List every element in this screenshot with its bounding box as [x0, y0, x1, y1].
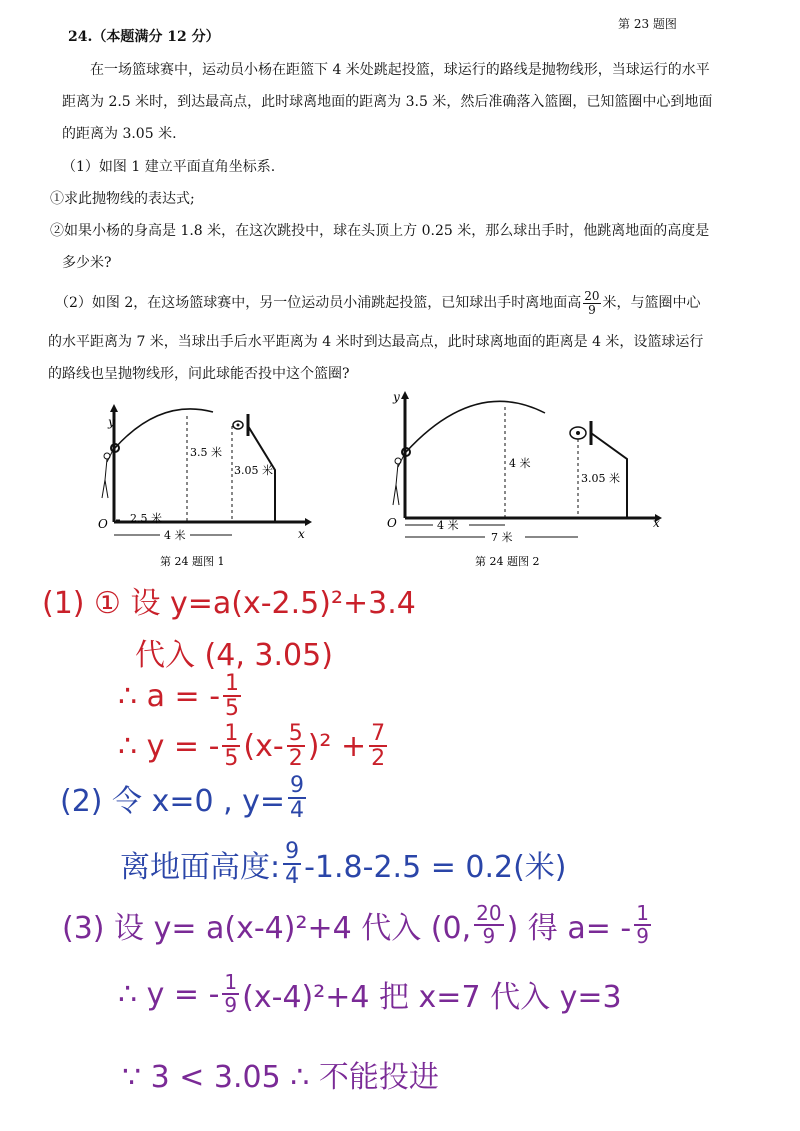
fig2-height-label: 4 米: [509, 457, 531, 470]
question-number: 24.（本题满分 12 分）: [68, 29, 220, 45]
fig2-y-arrow: [401, 391, 409, 399]
fig1-y-arrow: [110, 404, 118, 412]
hw-line-7: [62, 903, 654, 947]
fig2-dist2: 7 米: [491, 531, 513, 544]
fig1-dist2: 4 米: [164, 529, 186, 542]
fig2-origin: O: [387, 516, 397, 530]
hw-line-7-f1-num: 20: [476, 901, 502, 925]
hw-line-4-text-c: )² +: [307, 728, 367, 764]
part1-question-2-line-1: ②如果小杨的身高是 1.8 米，在这次跳投中，球在头顶上方 0.25 米，那么球出手时，他跳离地面的高度是: [50, 223, 710, 239]
part1-question-1: ①求此抛物线的表达式;: [50, 191, 195, 207]
hw-line-4-text-b: (x-: [243, 728, 284, 764]
fig1-hoop-label: 3.05 米: [234, 464, 273, 477]
figure-2: [365, 387, 670, 572]
figure-1: [80, 398, 320, 573]
hw-line-8-fraction: [222, 972, 239, 1016]
fig2-hoop-label: 3.05 米: [581, 472, 620, 485]
part2-line-2: 的水平距离为 7 米，当球出手后水平距离为 4 米时到达最高点，此时球离地面的距离是 4 米，设篮球运行: [48, 334, 704, 350]
hw-line-7-f1-den: 9: [482, 924, 496, 948]
part1-setup: （1）如图 1 建立平面直角坐标系.: [62, 159, 276, 175]
hw-line-6-fraction: [283, 840, 301, 888]
fig1-origin: O: [98, 517, 108, 531]
part2-line-1: [55, 286, 701, 320]
corner-label: 第 23 题图: [618, 17, 677, 31]
hw-line-3-fraction: [223, 672, 241, 720]
hw-line-4-fraction-2: [287, 722, 305, 770]
hw-line-3-den: 5: [225, 696, 240, 722]
fig1-x-label: x: [298, 527, 305, 541]
hw-line-7-fraction-1: [474, 903, 503, 947]
hw-line-1: (1) ① 设 y=a(x-2.5)²+3.4: [42, 586, 416, 621]
fig1-trajectory: [115, 409, 213, 448]
fig1-dist1: 2.5 米: [130, 512, 162, 525]
hw-line-4-f2-num: 5: [288, 721, 303, 746]
fig2-y-label: y: [393, 390, 400, 404]
hw-line-4-f3-num: 7: [371, 721, 386, 746]
hw-line-5: [60, 774, 309, 822]
hw-line-4-f1-den: 5: [224, 746, 239, 772]
hw-line-5-fraction: [288, 774, 306, 822]
fig1-player: [102, 450, 113, 498]
hw-line-4-f3-den: 2: [371, 746, 386, 772]
hw-line-4: [118, 722, 390, 770]
part2-line-1-text-a: （2）如图 2，在这场篮球赛中，另一位运动员小浦跳起投篮，已知球出手时离地面高: [55, 295, 582, 311]
hw-line-5-text: (2) 令 x=0 , y=: [60, 784, 286, 820]
hw-line-2: 代入 (4, 3.05): [135, 638, 333, 673]
hw-line-5-den: 4: [290, 798, 305, 824]
fig1-height-label: 3.5 米: [190, 446, 222, 459]
part2-fraction-numerator: 20: [584, 288, 600, 303]
fig1-x-arrow: [305, 518, 312, 526]
part2-line-1-text-b: 米，与篮圈中心: [602, 295, 701, 311]
hw-line-7-f2-den: 9: [636, 924, 649, 948]
fig2-x-label: x: [653, 516, 660, 530]
part1-question-2-line-2: 多少米?: [62, 255, 112, 271]
hw-line-8: [118, 972, 622, 1016]
hw-line-3: [118, 672, 244, 720]
hw-line-4-fraction-1: [222, 722, 240, 770]
part2-fraction-denominator: 9: [588, 302, 596, 317]
hw-line-6: [120, 840, 567, 888]
intro-line-3: 的距离为 3.05 米.: [62, 126, 177, 142]
hw-line-7-text-b: ) 得 a= -: [506, 911, 632, 946]
hw-line-4-fraction-3: [369, 722, 387, 770]
fig2-trajectory: [406, 401, 545, 452]
fig1-caption: 第 24 题图 1: [160, 555, 225, 568]
hw-line-7-f2-num: 1: [636, 901, 649, 925]
hw-line-8-den: 9: [224, 993, 238, 1017]
hw-line-3-text: ∴ a = -: [118, 678, 221, 714]
fig2-caption: 第 24 题图 2: [475, 555, 540, 568]
fig1-y-label: y: [108, 415, 115, 429]
intro-line-1: 在一场篮球赛中，运动员小杨在距篮下 4 米处跳起投篮，球运行的路线是抛物线形，当球运行的水平: [90, 62, 710, 78]
part2-line-3: 的路线也呈抛物线形，问此球能否投中这个篮圈?: [48, 366, 350, 382]
hw-line-6-den: 4: [285, 864, 300, 890]
fig2-dist1: 4 米: [437, 519, 459, 532]
hw-line-8-num: 1: [224, 970, 238, 994]
hw-line-5-num: 9: [290, 773, 305, 798]
hw-line-7-fraction-2: [634, 903, 651, 947]
hw-line-6-text-a: 离地面高度:: [120, 850, 281, 886]
hw-line-8-text-a: ∴ y = -: [118, 976, 220, 1012]
part2-fraction: [583, 290, 600, 317]
intro-line-2: 距离为 2.5 米时，到达最高点，此时球离地面的距离为 3.5 米，然后准确落入篮圈，已知篮圈中心到地面: [62, 94, 713, 110]
hw-line-7-text-a: (3) 设 y= a(x-4)²+4 代入 (0,: [62, 911, 472, 946]
hw-line-9: ∵ 3 < 3.05 ∴ 不能投进: [122, 1060, 439, 1095]
hw-line-6-text-b: -1.8-2.5 = 0.2(米): [304, 850, 567, 886]
hw-line-4-f2-den: 2: [288, 746, 303, 772]
hw-line-4-text-a: ∴ y = -: [118, 728, 220, 764]
hw-line-3-num: 1: [225, 671, 240, 696]
hw-line-6-num: 9: [285, 839, 300, 864]
fig2-player: [393, 455, 404, 505]
hw-line-8-text-b: (x-4)²+4 把 x=7 代入 y=3: [242, 980, 622, 1015]
hw-line-4-f1-num: 1: [224, 721, 239, 746]
